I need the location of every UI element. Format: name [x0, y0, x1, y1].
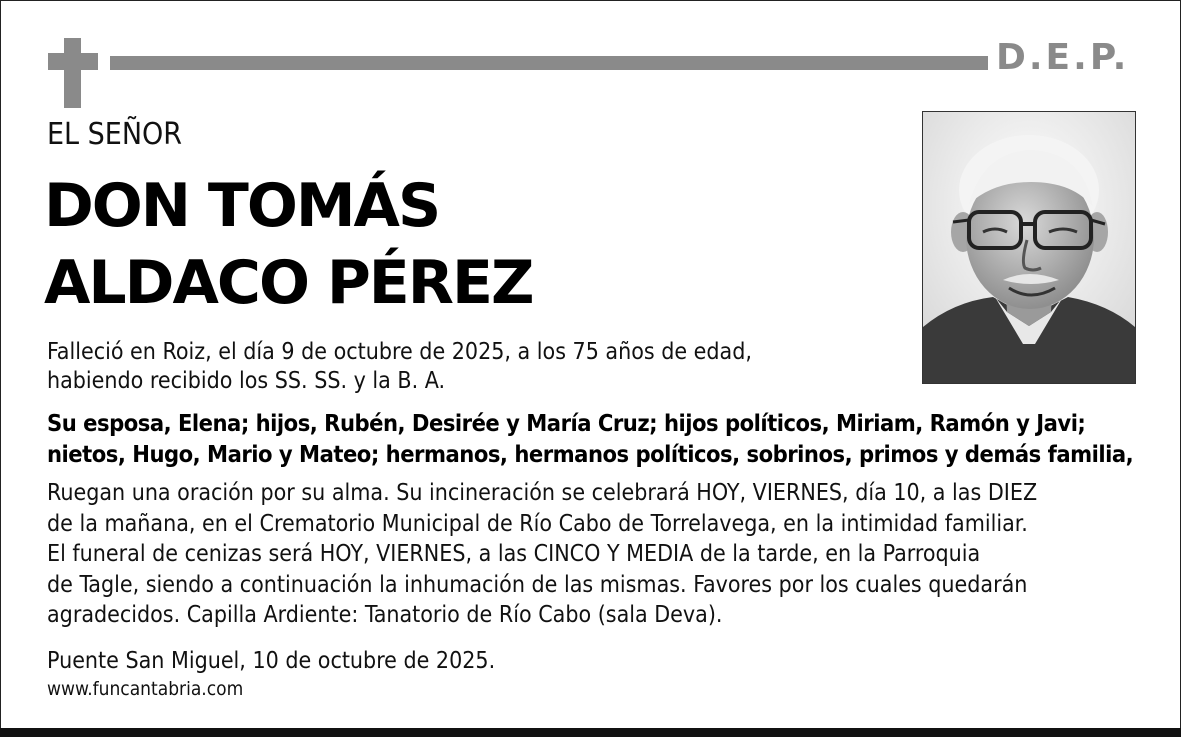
bottom-border-bar: [0, 728, 1181, 737]
ceremony-details: [47, 478, 1167, 631]
family-line-1: Su esposa, Elena; hijos, Rubén, Desirée y María Cruz; hijos políticos, Miriam, Ramón y Javi;: [47, 409, 1086, 437]
portrait-image: [923, 112, 1135, 383]
death-notice-line-1: Falleció en Roiz, el día 9 de octubre de 2025, a los 75 años de edad,: [47, 339, 752, 365]
header-rule: [110, 56, 988, 70]
place-and-date: Puente San Miguel, 10 de octubre de 2025.: [47, 648, 496, 674]
family-list: [47, 408, 1157, 470]
ceremony-line-1: Ruegan una oración por su alma. Su incineración se celebrará HOY, VIERNES, día 10, a las DIEZ: [47, 480, 1038, 506]
ceremony-line-2: de la mañana, en el Crematorio Municipal de Río Cabo de Torrelavega, en la intimidad familiar.: [47, 510, 1028, 537]
deceased-name: [44, 168, 533, 322]
ceremony-line-5: agradecidos. Capilla Ardiente: Tanatorio de Río Cabo (sala Deva).: [47, 602, 723, 629]
honorific: EL SEÑOR: [47, 117, 183, 152]
website-url: www.funcantabria.com: [47, 678, 244, 700]
death-notice-line-2: habiendo recibido los SS. SS. y la B. A.: [47, 368, 446, 394]
family-line-2: nietos, Hugo, Mario y Mateo; hermanos, hermanos políticos, sobrinos, primos y demás familia,: [47, 440, 1134, 468]
name-line-2: ALDACO PÉREZ: [44, 248, 533, 318]
name-line-1: DON TOMÁS: [44, 171, 440, 241]
ceremony-line-4: de Tagle, siendo a continuación la inhumación de las mismas. Favores por los cuales quedarán: [47, 571, 1028, 598]
death-notice: [47, 338, 907, 396]
dep-label: D.E.P.: [996, 37, 1130, 78]
ceremony-line-3: El funeral de cenizas será HOY, VIERNES, a las CINCO Y MEDIA de la tarde, en la Parroquia: [47, 541, 981, 568]
deceased-photo: [922, 111, 1136, 384]
